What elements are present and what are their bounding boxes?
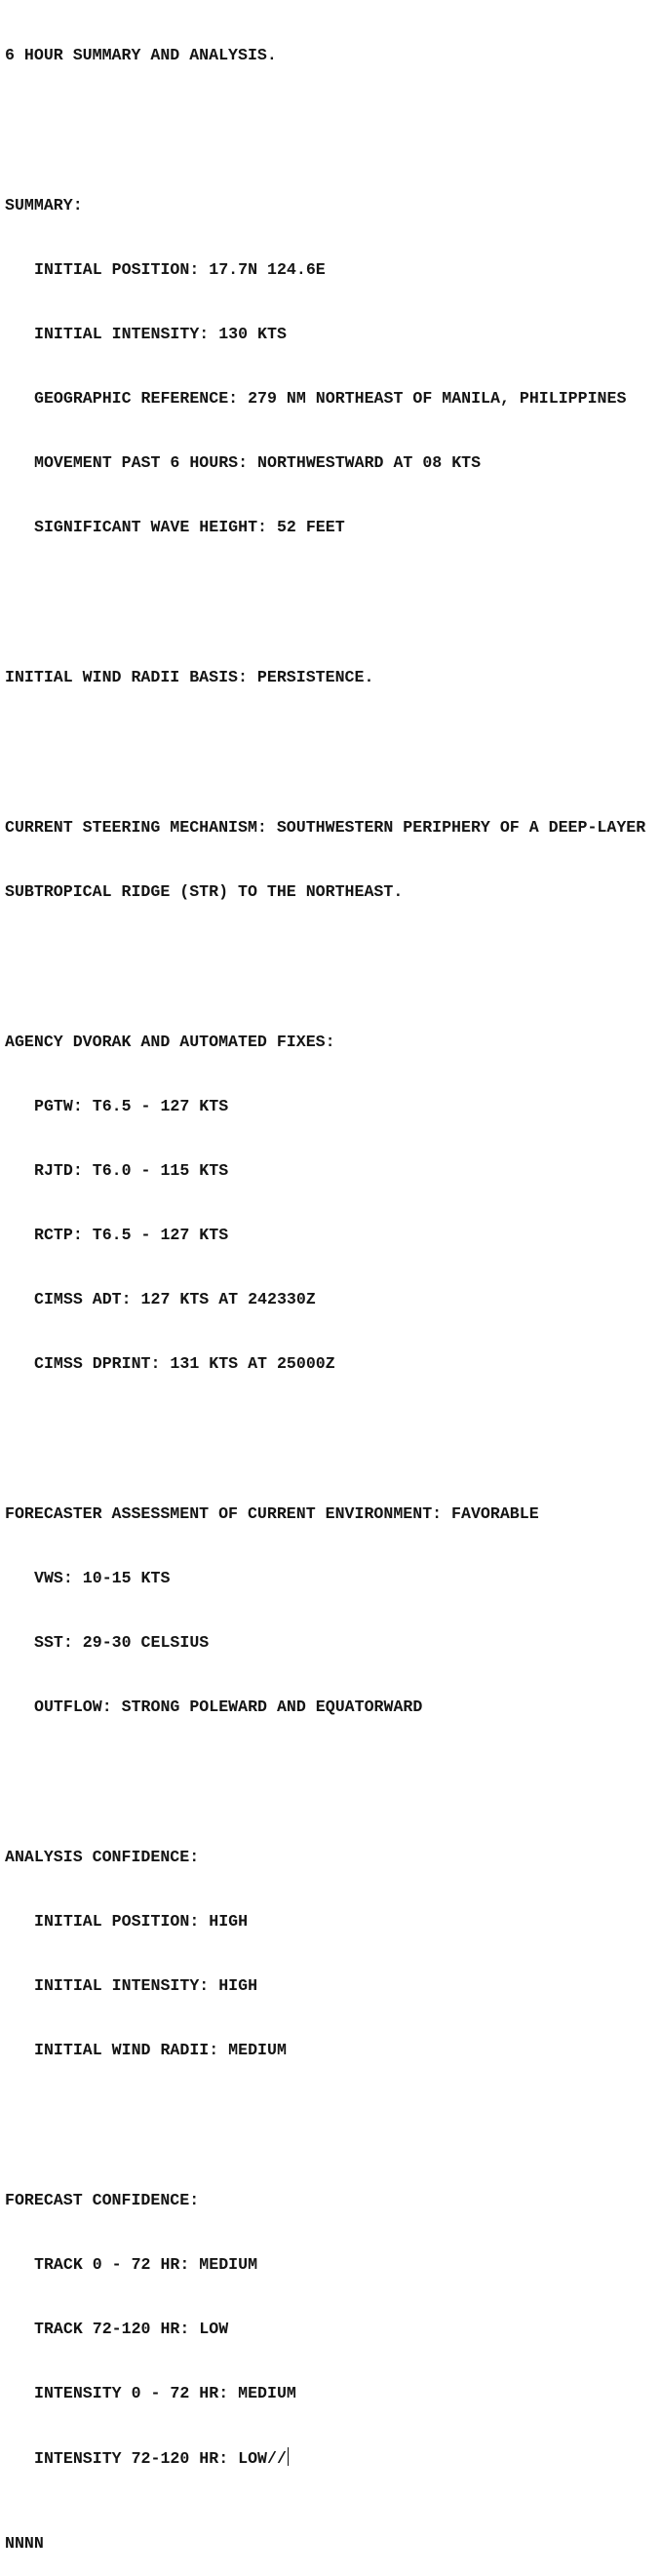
summary-wave-height: SIGNIFICANT WAVE HEIGHT: 52 FEET bbox=[34, 518, 345, 536]
steering-line-2: SUBTROPICAL RIDGE (STR) TO THE NORTHEAST. bbox=[5, 882, 404, 901]
analysis-initial-wind-radii: INITIAL WIND RADII: MEDIUM bbox=[34, 2041, 287, 2059]
environment-sst: SST: 29-30 CELSIUS bbox=[34, 1633, 210, 1652]
summary-movement: MOVEMENT PAST 6 HOURS: NORTHWESTWARD AT 08 KTS bbox=[34, 453, 482, 472]
blank-line bbox=[5, 2104, 658, 2126]
fixes-heading: AGENCY DVORAK AND AUTOMATED FIXES: bbox=[5, 1033, 335, 1051]
summary-heading: SUMMARY: bbox=[5, 196, 83, 215]
forecast-track-0-72: TRACK 0 - 72 HR: MEDIUM bbox=[34, 2255, 258, 2274]
analysis-confidence-heading: ANALYSIS CONFIDENCE: bbox=[5, 1848, 200, 1866]
summary-initial-intensity: INITIAL INTENSITY: 130 KTS bbox=[34, 325, 287, 343]
environment-heading: FORECASTER ASSESSMENT OF CURRENT ENVIRONMENT: FAVORABLE bbox=[5, 1504, 539, 1523]
forecast-intensity-72-120-row bbox=[5, 2447, 658, 2469]
forecast-track-72-120: TRACK 72-120 HR: LOW bbox=[34, 2320, 229, 2338]
blank-line bbox=[5, 1761, 658, 1782]
fix-item-pgtw: PGTW: T6.5 - 127 KTS bbox=[34, 1097, 229, 1115]
wind-radii-basis: INITIAL WIND RADII BASIS: PERSISTENCE. bbox=[5, 668, 374, 686]
bulletin-header: 6 HOUR SUMMARY AND ANALYSIS. bbox=[5, 46, 277, 64]
forecast-intensity-0-72: INTENSITY 0 - 72 HR: MEDIUM bbox=[34, 2384, 296, 2402]
blank-line bbox=[5, 581, 658, 603]
bulletin-text bbox=[5, 2, 658, 2576]
fix-item-cimss-dprint: CIMSS DPRINT: 131 KTS AT 25000Z bbox=[34, 1354, 335, 1373]
environment-outflow: OUTFLOW: STRONG POLEWARD AND EQUATORWARD bbox=[34, 1698, 423, 1716]
blank-line bbox=[5, 109, 658, 131]
forecast-intensity-72-120: INTENSITY 72-120 HR: LOW// bbox=[34, 2449, 287, 2468]
blank-line bbox=[5, 1418, 658, 1439]
analysis-initial-position: INITIAL POSITION: HIGH bbox=[34, 1912, 249, 1931]
bulletin-footer: NNNN bbox=[5, 2534, 44, 2553]
forecast-confidence-heading: FORECAST CONFIDENCE: bbox=[5, 2191, 200, 2209]
fix-item-rjtd: RJTD: T6.0 - 115 KTS bbox=[34, 1161, 229, 1180]
fix-item-rctp: RCTP: T6.5 - 127 KTS bbox=[34, 1226, 229, 1244]
steering-line-1: CURRENT STEERING MECHANISM: SOUTHWESTERN PERIPHERY OF A DEEP-LAYER bbox=[5, 818, 646, 837]
environment-vws: VWS: 10-15 KTS bbox=[34, 1569, 171, 1587]
blank-line bbox=[5, 731, 658, 753]
summary-geographic-reference: GEOGRAPHIC REFERENCE: 279 NM NORTHEAST OF MANILA, PHILIPPINES bbox=[34, 389, 627, 408]
fix-item-cimss-adt: CIMSS ADT: 127 KTS AT 242330Z bbox=[34, 1290, 316, 1308]
text-cursor bbox=[288, 2447, 289, 2466]
summary-initial-position: INITIAL POSITION: 17.7N 124.6E bbox=[34, 260, 326, 279]
analysis-initial-intensity: INITIAL INTENSITY: HIGH bbox=[34, 1976, 258, 1995]
blank-line bbox=[5, 946, 658, 967]
